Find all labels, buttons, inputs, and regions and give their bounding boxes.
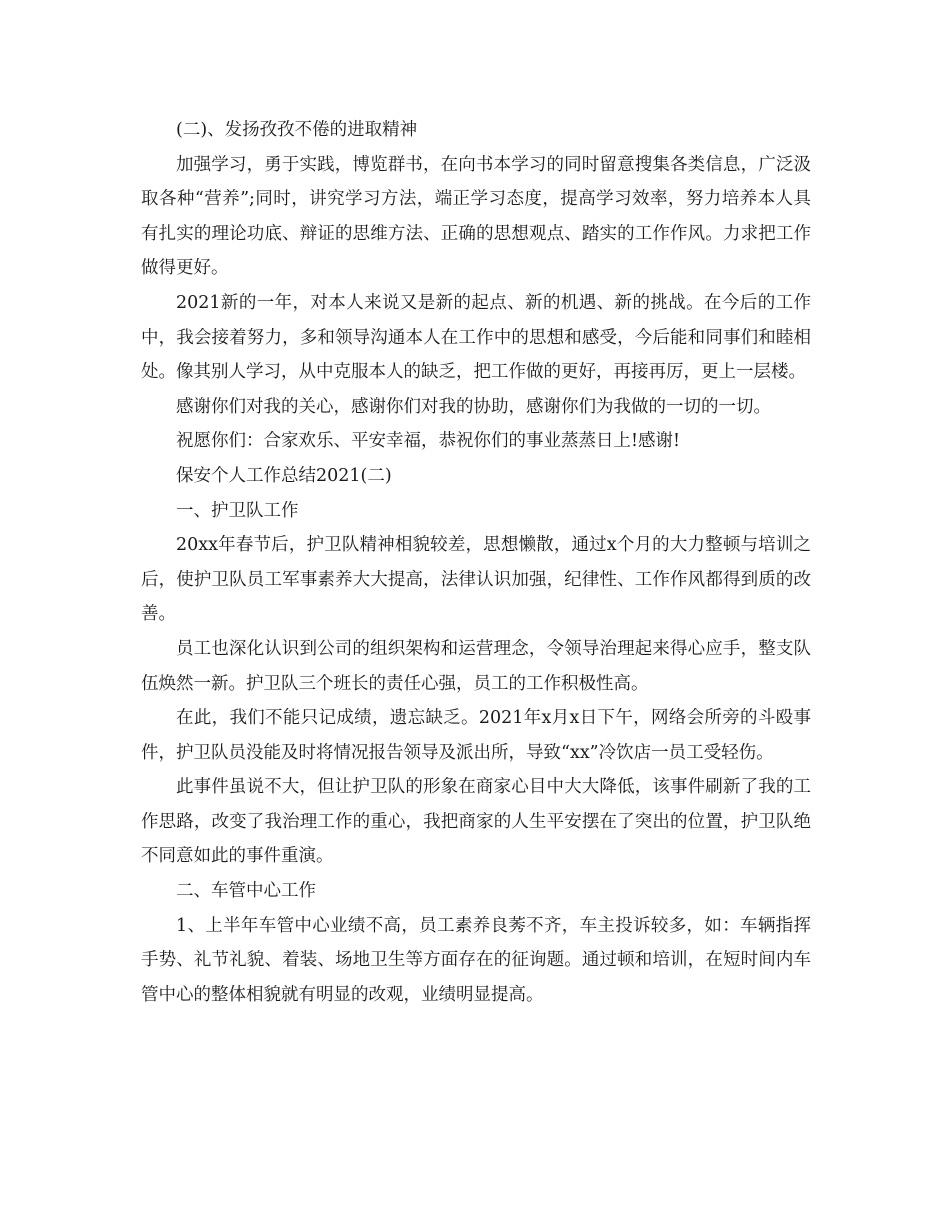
section-heading: (二)、发扬孜孜不倦的进取精神	[176, 120, 418, 140]
body-paragraph: 2021新的一年，对本人来说又是新的起点、新的机遇、新的挑战。在今后的工作中，我会接着努力，多和领导沟通本人在工作中的思想和感受，今后能和同事们和睦相处。像其别人学习，从中克服本人的缺乏，把工作做的更好，再接再厉，更上一层楼。	[141, 292, 811, 383]
body-paragraph: 在此，我们不能只记成绩，遗忘缺乏。2021年x月x日下午，网络会所旁的斗殴事件，护卫队员没能及时将情况报告领导及派出所，导致“xx”冷饮店一员工受轻伤。	[141, 708, 811, 763]
section-heading: 二、车管中心工作	[176, 881, 316, 902]
document-body	[141, 113, 811, 1012]
body-paragraph: 员工也深化认识到公司的组织架构和运营理念，令领导治理起来得心应手，整支队伍焕然一新。护卫队三个班长的责任心强，员工的工作积极性高。	[141, 638, 811, 694]
body-paragraph: 此事件虽说不大，但让护卫队的形象在商家心目中大大降低，该事件刷新了我的工作思路，改变了我治理工作的重心，我把商家的人生平安摆在了突出的位置，护卫队绝不同意如此的事件重演。	[141, 777, 811, 867]
body-paragraph: 1、上半年车管中心业绩不高，员工素养良莠不齐，车主投诉较多，如：车辆指挥手势、礼节礼貌、着装、场地卫生等方面存在的征询题。通过顿和培训，在短时间内车管中心的整体相貌就有明显的改观，业绩明显提高。	[141, 915, 811, 1005]
document-title: 保安个人工作总结2021(二)	[176, 465, 392, 486]
body-paragraph: 20xx年春节后，护卫队精神相貌较差，思想懒散，通过x个月的大力整顿与培训之后，使护卫队员工军事素养大大提高，法律认识加强，纪律性、工作作风都得到质的改善。	[141, 535, 811, 625]
body-paragraph: 祝愿你们：合家欢乐、平安幸福，恭祝你们的事业蒸蒸日上!感谢!	[176, 431, 681, 452]
body-paragraph: 加强学习，勇于实践，博览群书，在向书本学习的同时留意搜集各类信息，广泛汲取各种“营养”;同时，讲究学习方法，端正学习态度，提高学习效率，努力培养本人具有扎实的理论功底、辩证的思维方法、正确的思想观点、踏实的工作作风。力求把工作做得更好。	[141, 154, 811, 279]
section-heading: 一、护卫队工作	[176, 500, 299, 521]
body-paragraph: 感谢你们对我的关心，感谢你们对我的协助，感谢你们为我做的一切的一切。	[176, 396, 771, 417]
